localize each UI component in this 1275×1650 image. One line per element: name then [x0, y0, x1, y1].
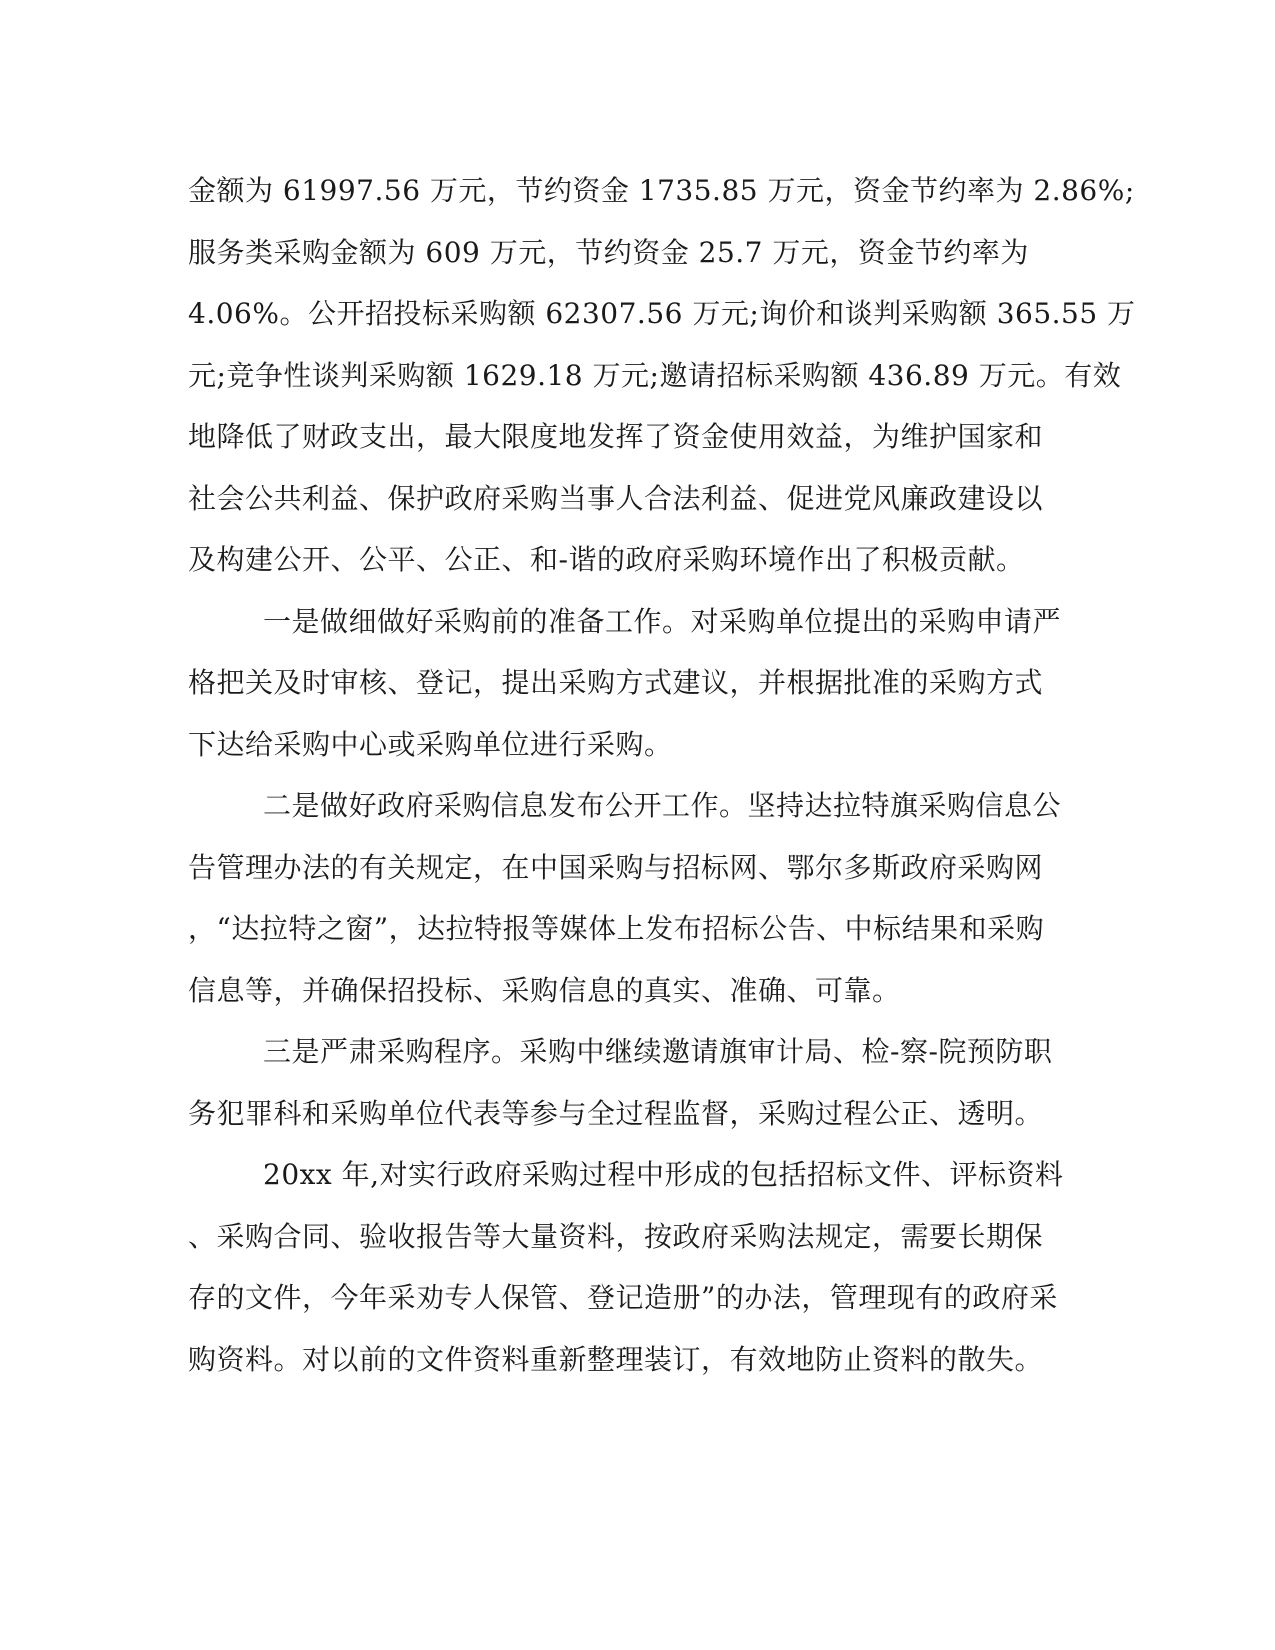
text-line: ，“达拉特之窗”，达拉特报等媒体上发布招标公告、中标结果和采购: [188, 912, 1045, 945]
text-line: 、采购合同、验收报告等大量资料，按政府采购法规定，需要长期保: [188, 1219, 1044, 1253]
text-line: 及构建公开、公平、公正、和-谐的政府采购环境作出了积极贡献。: [188, 543, 1025, 576]
text-line: 告管理办法的有关规定，在中国采购与招标网、鄂尔多斯政府采购网: [188, 850, 1044, 884]
text-line: 地降低了财政支出，最大限度地发挥了资金使用效益，为维护国家和: [188, 420, 1044, 453]
document-body: [188, 160, 1136, 1390]
text-line: 格把关及时审核、登记，提出采购方式建议，并根据批准的采购方式: [188, 666, 1044, 699]
paragraph-first-line: 一是做细做好采购前的准备工作。对采购单位提出的采购申请严: [263, 604, 1062, 638]
text-line: 金额为 61997.56 万元，节约资金 1735.85 万元，资金节约率为 2.86%;: [188, 174, 1135, 207]
paragraph-first-line: 20xx 年,对实行政府采购过程中形成的包括招标文件、评标资料: [263, 1158, 1064, 1191]
text-line: 购资料。对以前的文件资料重新整理装订，有效地防止资料的散失。: [188, 1342, 1044, 1376]
text-line: 4.06%。公开招投标采购额 62307.56 万元;询价和谈判采购额 365.55 万: [188, 297, 1136, 330]
text-line: 存的文件，今年采劝专人保管、登记造册”的办法，管理现有的政府采: [188, 1281, 1058, 1314]
paragraph-first-line: 二是做好政府采购信息发布公开工作。坚持达拉特旗采购信息公: [263, 789, 1062, 822]
text-line: 元;竞争性谈判采购额 1629.18 万元;邀请招标采购额 436.89 万元。有效: [188, 358, 1122, 392]
paragraph-first-line: 三是严肃采购程序。采购中继续邀请旗审计局、检-察-院预防职: [263, 1035, 1053, 1068]
text-line: 服务类采购金额为 609 万元，节约资金 25.7 万元，资金节约率为: [188, 235, 1029, 269]
text-line: 信息等，并确保招投标、采购信息的真实、准确、可靠。: [188, 973, 901, 1007]
text-line: 下达给采购中心或采购单位进行采购。: [188, 727, 673, 761]
text-line: 社会公共利益、保护政府采购当事人合法利益、促进党风廉政建设以: [188, 481, 1044, 515]
text-line: 务犯罪科和采购单位代表等参与全过程监督，采购过程公正、透明。: [188, 1096, 1044, 1130]
